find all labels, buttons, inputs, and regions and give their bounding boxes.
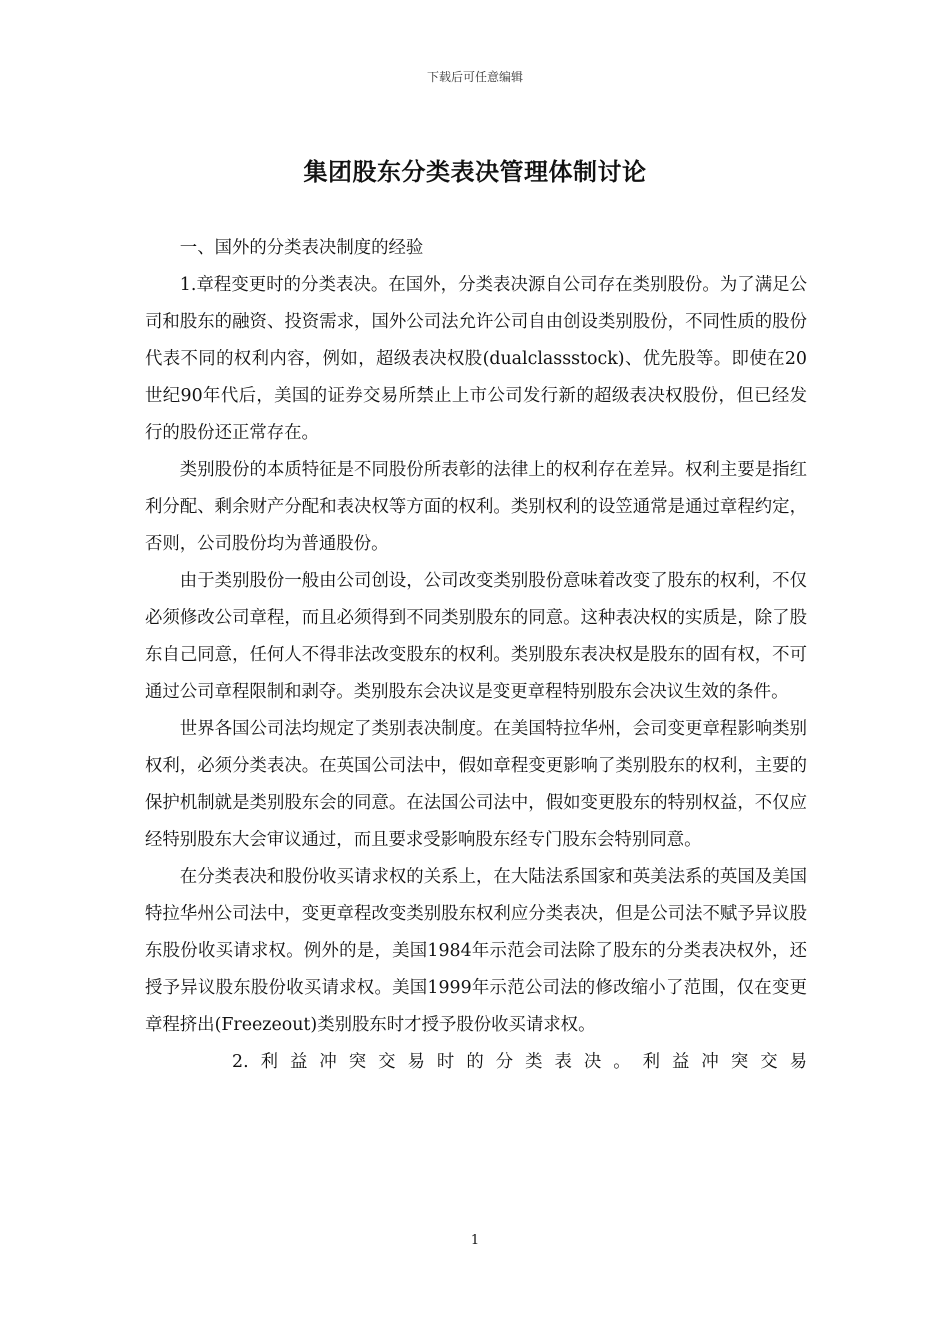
paragraph: 在分类表决和股份收买请求权的关系上，在大陆法系国家和英美法系的英国及美国特拉华州公司法中，变更章程改变类别股东权利应分类表决，但是公司法不赋予异议股东股份收买请求权。例外的是，美国1984年示范会司法除了股东的分类表决权外，还授予异议股东股份收买请求权。美国1999年示范公司法的修改缩小了范围，仅在变更章程挤出(Freezeout)类别股东时才授予股份收买请求权。 (145, 867, 807, 1035)
section-heading: 一、国外的分类表决制度的经验 (179, 238, 424, 258)
document-title: 集团股东分类表决管理体制讨论 (303, 158, 647, 186)
paragraph: 1.章程变更时的分类表决。在国外，分类表决源自公司存在类别股份。为了满足公司和股东的融资、投资需求，国外公司法允许公司自由创设类别股份，不同性质的股份代表不同的权利内容，例如，超级表决权股(dualclassstock)、优先股等。即使在20世纪90年代后，美国的证券交易所禁止上市公司发行新的超级表决权股份，但已经发行的股份还正常存在。 (145, 275, 807, 443)
page-number: 1 (470, 1233, 480, 1248)
paragraph: 由于类别股份一般由公司创设，公司改变类别股份意味着改变了股东的权利，不仅必须修改公司章程，而且必须得到不同类别股东的同意。这种表决权的实质是，除了股东自己同意，任何人不得非法改变股东的权利。类别股东表决权是股东的固有权，不可通过公司章程限制和剥夺。类别股东会决议是变更章程特别股东会决议生效的条件。 (145, 571, 807, 702)
paragraph: 世界各国公司法均规定了类别表决制度。在美国特拉华州，会司变更章程影响类别权利，必须分类表决。在英国公司法中，假如章程变更影响了类别股东的权利，主要的保护机制就是类别股东会的同意。在法国公司法中，假如变更股东的特别权益，不仅应经特别股东大会审议通过，而且要求受影响股东经专门股东会特别同意。 (145, 719, 807, 850)
paragraph: 类别股份的本质特征是不同股份所表彰的法律上的权利存在差异。权利主要是指红利分配、剩余财产分配和表决权等方面的权利。类别权利的设笠通常是通过章程约定，否则，公司股份均为普通股份。 (145, 460, 807, 554)
paragraph: 2.利益冲突交易时的分类表决。利益冲突交易 (232, 1052, 807, 1072)
header-note: 下载后可任意编辑 (426, 70, 523, 84)
document-body (145, 230, 807, 1081)
